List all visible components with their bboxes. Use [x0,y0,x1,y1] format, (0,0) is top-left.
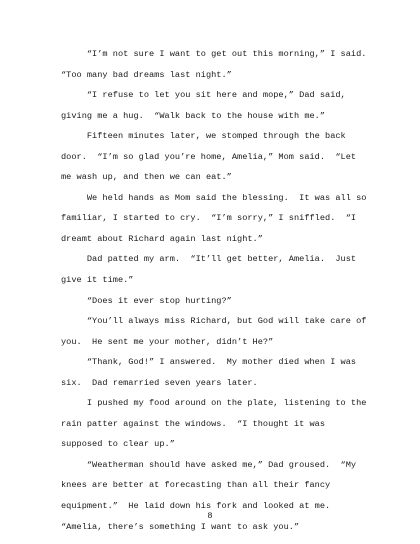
text-line: Dad patted my arm. “It’ll get better, Amelia. Just [61,254,357,265]
text-line: “I’m not sure I want to get out this morning,” I said. [61,49,367,59]
text-line: six. Dad remarried seven years later. [61,377,258,388]
text-line: familiar, I started to cry. “I’m sorry,” I sniffled. “I [61,213,357,224]
page-number: 8 [207,511,213,521]
text-line: door. “I’m so glad you’re home, Amelia,” Mom said. “Let [61,151,357,162]
text-line: “I refuse to let you sit here and mope,” Dad said, [61,90,346,101]
text-line: “Does it ever stop hurting?” [61,295,232,306]
text-line: Fifteen minutes later, we stomped through the back [61,131,346,142]
text-line: give it time.” [61,275,134,286]
text-line: We held hands as Mom said the blessing. It was all so [61,192,367,203]
text-line: “You’ll always miss Richard, but God will take care of [61,316,367,327]
text-line: knees are better at forecasting than all their fancy [61,480,331,491]
text-line: “Too many bad dreams last night.” [61,69,232,80]
text-line: dreamt about Richard again last night.” [61,233,263,244]
text-line: rain patter against the windows. “I thought it was [61,418,326,429]
text-line: supposed to clear up.” [61,439,175,450]
text-line: “Weatherman should have asked me,” Dad groused. “My [61,459,357,470]
text-line: giving me a hug. “Walk back to the house with me.” [61,110,326,121]
text-line: “Thank, God!” I answered. My mother died when I was [61,357,357,368]
text-line: you. He sent me your mother, didn’t He?” [61,336,274,347]
text-line: equipment.” He laid down his fork and looked at me. [61,501,331,512]
body-text [61,44,381,537]
text-line: “Amelia, there’s something I want to ask you.” [61,521,300,532]
text-line: I pushed my food around on the plate, listening to the [61,398,367,409]
text-line: me wash up, and then we can eat.” [61,172,232,183]
